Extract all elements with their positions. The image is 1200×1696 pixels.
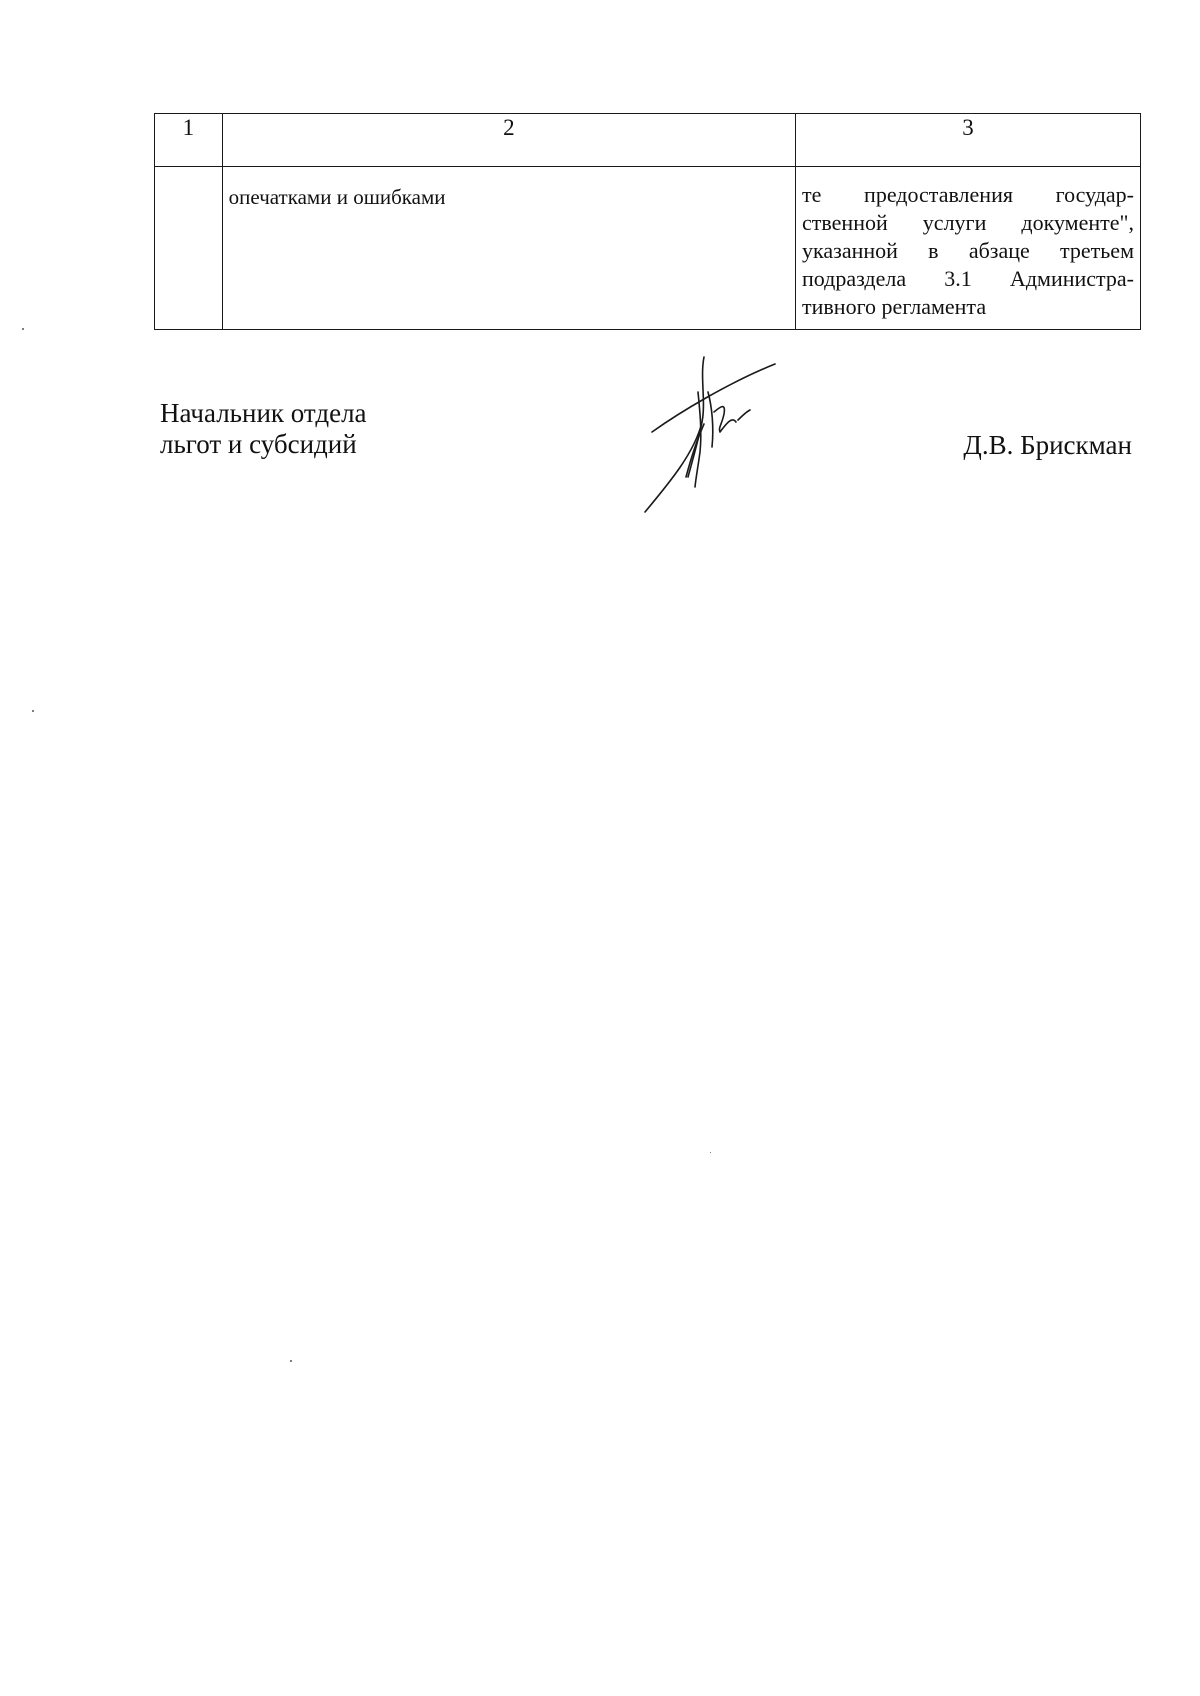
row-cell-2-text: опечатками и ошибками xyxy=(228,185,446,209)
row-cell-2 xyxy=(222,167,795,330)
row-cell-3-line: те предоставления государ- xyxy=(802,182,1134,207)
row-cell-3 xyxy=(796,167,1141,330)
signer-position xyxy=(160,398,367,460)
signer-position-line-1: Начальник отдела xyxy=(160,398,367,428)
header-cell-2: 2 xyxy=(222,114,795,167)
row-cell-3-line: подраздела 3.1 Администра- xyxy=(802,266,1134,291)
row-cell-3-line: ственной услуги документе", xyxy=(802,210,1134,235)
header-cell-3: 3 xyxy=(796,114,1141,167)
table-header-row xyxy=(155,114,1141,167)
scan-speck xyxy=(32,710,34,712)
signer-position-line-2: льгот и субсидий xyxy=(160,429,357,459)
document-table xyxy=(154,113,1141,330)
row-cell-1 xyxy=(155,167,223,330)
row-cell-3-line: указанной в абзаце третьем xyxy=(802,238,1134,263)
table-row xyxy=(155,167,1141,330)
scan-speck xyxy=(710,1152,711,1153)
header-cell-1: 1 xyxy=(155,114,223,167)
scan-speck xyxy=(290,1360,292,1362)
row-cell-3-line: тивного регламента xyxy=(802,294,987,319)
row-cell-3-text xyxy=(796,167,1140,325)
signer-name: Д.В. Брискман xyxy=(963,430,1132,460)
handwritten-signature-icon xyxy=(640,352,790,517)
scan-speck xyxy=(22,328,24,330)
